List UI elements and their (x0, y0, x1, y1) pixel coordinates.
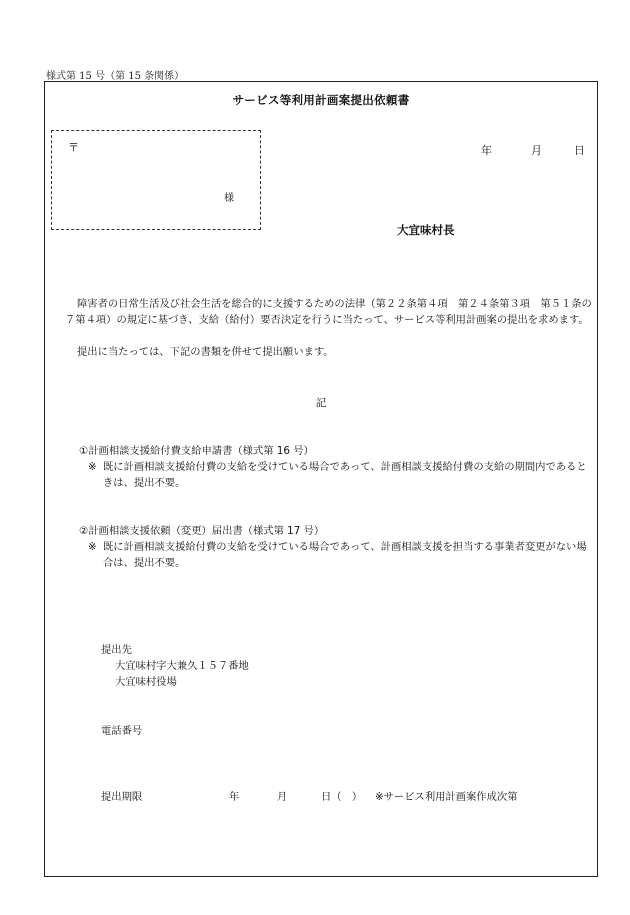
deadline-label: 提出期限 (101, 791, 143, 803)
item-2-label: ②計画相談支援依頼（変更）届出書（様式第 17 号） (79, 525, 325, 537)
address-box (51, 130, 261, 230)
postal-mark: 〒 (68, 141, 79, 154)
destination-label: 提出先 (101, 644, 132, 656)
form-reference: 様式第 15 号（第 15 条関係） (46, 71, 185, 82)
date-month: 月 (531, 144, 542, 157)
document-title: サービス等利用計画案提出依頼書 (232, 93, 410, 107)
deadline-month: 月 (277, 791, 288, 803)
deadline-year: 年 (229, 791, 240, 803)
body-paragraph-1: 障害者の日常生活及び社会生活を総合的に支援するための法律（第２２条第４項 第２４条第３項 第５１条の７第４項）の規定に基づき、支給（給付）要否決定を行うに当たって、サービス等利用計画案の提出を求めます。 (65, 298, 592, 326)
deadline-note: ※サービス利用計画案作成次第 (375, 791, 518, 803)
date-year: 年 (481, 144, 492, 157)
destination-address: 大宜味村字大兼久１５７番地 (115, 660, 249, 672)
body-paragraph-2: 提出に当たっては、下記の書類を併せて提出願います。 (77, 346, 334, 358)
date-day: 日 (574, 144, 585, 157)
phone-label: 電話番号 (101, 725, 143, 737)
honorific-sama: 様 (224, 193, 234, 204)
form-frame (44, 81, 598, 877)
item-1-note (88, 459, 591, 491)
item-1-label: ①計画相談支援給付費支給申請書（様式第 16 号） (79, 445, 314, 457)
item-2-note-text: 既に計画相談支援給付費の支給を受けている場合であって、計画相談支援を担当する事業者変更がない場合は、提出不要。 (103, 541, 587, 569)
item-2-note (88, 539, 591, 571)
note-mark: ※ (88, 461, 97, 473)
note-mark: ※ (88, 541, 97, 553)
issuer-name: 大宜味村長 (397, 223, 455, 237)
ki-heading: 記 (315, 397, 327, 409)
item-1-note-text: 既に計画相談支援給付費の支給を受けている場合であって、計画相談支援給付費の支給の期間内であるときは、提出不要。 (103, 461, 587, 489)
destination-office: 大宜味村役場 (115, 676, 177, 688)
deadline-day: 日（ ） (321, 791, 363, 803)
